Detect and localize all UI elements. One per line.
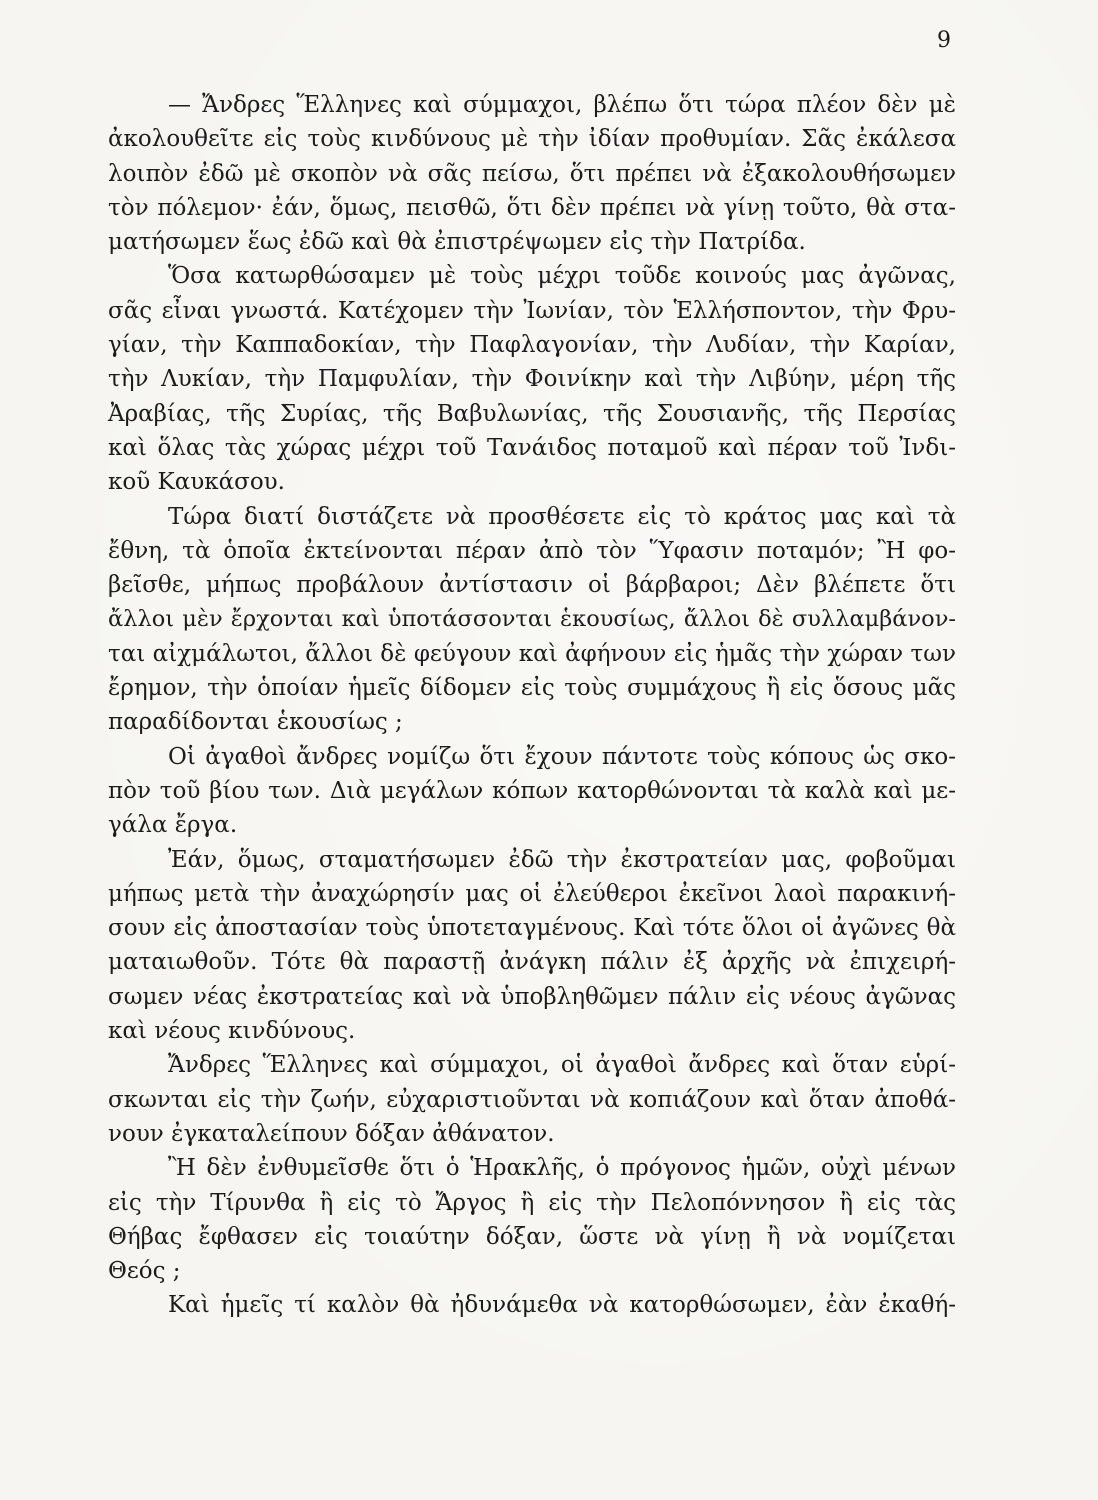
text-line: ἀκολουθεῖτε εἰς τοὺς κινδύνους μὲ τὴν ἰδίαν προθυμίαν. Σᾶς ἐκάλεσα [108, 126, 956, 153]
text-line: ματαιωθοῦν. Τότε θὰ παραστῇ ἀνάγκη πάλιν ἐξ ἀρχῆς νὰ ἐπιχειρή- [108, 949, 956, 976]
text-line: Θήβας ἔφθασεν εἰς τοιαύτην δόξαν, ὥστε νὰ γίνῃ ἢ νὰ νομίζεται [108, 1223, 956, 1250]
text-line: ματήσωμεν ἕως ἐδῶ καὶ θὰ ἐπιστρέψωμεν εἰς τὴν Πατρίδα. [108, 229, 806, 256]
text-line: σουν εἰς ἀποστασίαν τοὺς ὑποτεταγμένους. Καὶ τότε ὅλοι οἱ ἀγῶνες θὰ [108, 915, 956, 942]
text-line: γάλα ἔργα. [108, 812, 238, 839]
text-line: σκωνται εἰς τὴν ζωήν, εὐχαριστιοῦνται νὰ κοπιάζουν καὶ ὅταν ἀποθά- [108, 1086, 956, 1113]
text-line: ἄλλοι μὲν ἔρχονται καὶ ὑποτάσσονται ἑκουσίως, ἄλλοι δὲ συλλαμβάνον- [108, 606, 956, 633]
text-line: ἔθνη, τὰ ὁποῖα ἐκτείνονται πέραν ἀπὸ τὸν Ὕφασιν ποταμόν; Ἢ φο- [108, 537, 956, 564]
text-line: μήπως μετὰ τὴν ἀναχώρησίν μας οἱ ἐλεύθεροι ἐκεῖνοι λαοὶ παρακινή- [108, 880, 956, 907]
body-text [108, 88, 956, 1323]
text-line: τὴν Λυκίαν, τὴν Παμφυλίαν, τὴν Φοινίκην καὶ τὴν Λιβύην, μέρη τῆς [108, 366, 956, 393]
text-line: σᾶς εἶναι γνωστά. Κατέχομεν τὴν Ἰωνίαν, τὸν Ἑλλήσποντον, τὴν Φρυ- [108, 297, 956, 324]
text-line: Καὶ ἡμεῖς τί καλὸν θὰ ἠδυνάμεθα νὰ κατορθώσωμεν, ἐὰν ἐκαθή- [168, 1292, 956, 1319]
text-line: καὶ ὅλας τὰς χώρας μέχρι τοῦ Τανάιδος ποταμοῦ καὶ πέραν τοῦ Ἰνδι- [108, 434, 956, 461]
text-line: νουν ἐγκαταλείπουν δόξαν ἀθάνατον. [108, 1120, 555, 1147]
text-line: Ἀραβίας, τῆς Συρίας, τῆς Βαβυλωνίας, τῆς Σουσιανῆς, τῆς Περσίας [108, 400, 956, 427]
text-line: τὸν πόλεμον· ἐάν, ὅμως, πεισθῶ, ὅτι δὲν πρέπει νὰ γίνῃ τοῦτο, θὰ στα- [108, 194, 956, 221]
text-line: λοιπὸν ἐδῶ μὲ σκοπὸν νὰ σᾶς πείσω, ὅτι πρέπει νὰ ἐξακολουθήσωμεν [108, 160, 956, 187]
text-line: πὸν τοῦ βίου των. Διὰ μεγάλων κόπων κατορθώνονται τὰ καλὰ καὶ με- [108, 777, 956, 804]
text-line: Ἄνδρες Ἕλληνες καὶ σύμμαχοι, οἱ ἀγαθοὶ ἄνδρες καὶ ὅταν εὑρί- [168, 1052, 956, 1079]
text-line: βεῖσθε, μήπως προβάλουν ἀντίστασιν οἱ βάρβαροι; Δὲν βλέπετε ὅτι [108, 572, 956, 599]
text-line: σωμεν νέας ἐκστρατείας καὶ νὰ ὑποβληθῶμεν πάλιν εἰς νέους ἀγῶνας [108, 983, 956, 1010]
text-line: Θεός ; [108, 1258, 181, 1285]
text-line: ἔρημον, τὴν ὁποίαν ἡμεῖς δίδομεν εἰς τοὺς συμμάχους ἢ εἰς ὅσους μᾶς [108, 675, 956, 702]
text-line: ται αἰχμάλωτοι, ἄλλοι δὲ φεύγουν καὶ ἀφήνουν εἰς ἡμᾶς τὴν χώραν των [108, 640, 956, 667]
text-line: Οἱ ἀγαθοὶ ἄνδρες νομίζω ὅτι ἔχουν πάντοτε τοὺς κόπους ὡς σκο- [168, 743, 956, 770]
text-line: κοῦ Καυκάσου. [108, 469, 285, 496]
text-line: Ἢ δὲν ἐνθυμεῖσθε ὅτι ὁ Ἡρακλῆς, ὁ πρόγονος ἡμῶν, οὐχὶ μένων [168, 1155, 956, 1182]
text-line: εἰς τὴν Τίρυνθα ἢ εἰς τὸ Ἄργος ἢ εἰς τὴν Πελοπόννησον ἢ εἰς τὰς [108, 1189, 956, 1216]
text-line: παραδίδονται ἑκουσίως ; [108, 709, 403, 736]
page-number: 9 [937, 28, 952, 53]
text-line: Τώρα διατί διστάζετε νὰ προσθέσετε εἰς τὸ κράτος μας καὶ τὰ [168, 503, 956, 530]
text-line: — Ἄνδρες Ἕλληνες καὶ σύμμαχοι, βλέπω ὅτι τώρα πλέον δὲν μὲ [168, 92, 956, 118]
text-line: καὶ νέους κινδύνους. [108, 1018, 356, 1045]
text-line: γίαν, τὴν Καππαδοκίαν, τὴν Παφλαγονίαν, τὴν Λυδίαν, τὴν Καρίαν, [108, 332, 956, 359]
text-line: Ὅσα κατωρθώσαμεν μὲ τοὺς μέχρι τοῦδε κοινούς μας ἀγῶνας, [168, 263, 956, 290]
text-line: Ἐάν, ὅμως, σταματήσωμεν ἐδῶ τὴν ἐκστρατείαν μας, φοβοῦμαι [168, 846, 956, 873]
